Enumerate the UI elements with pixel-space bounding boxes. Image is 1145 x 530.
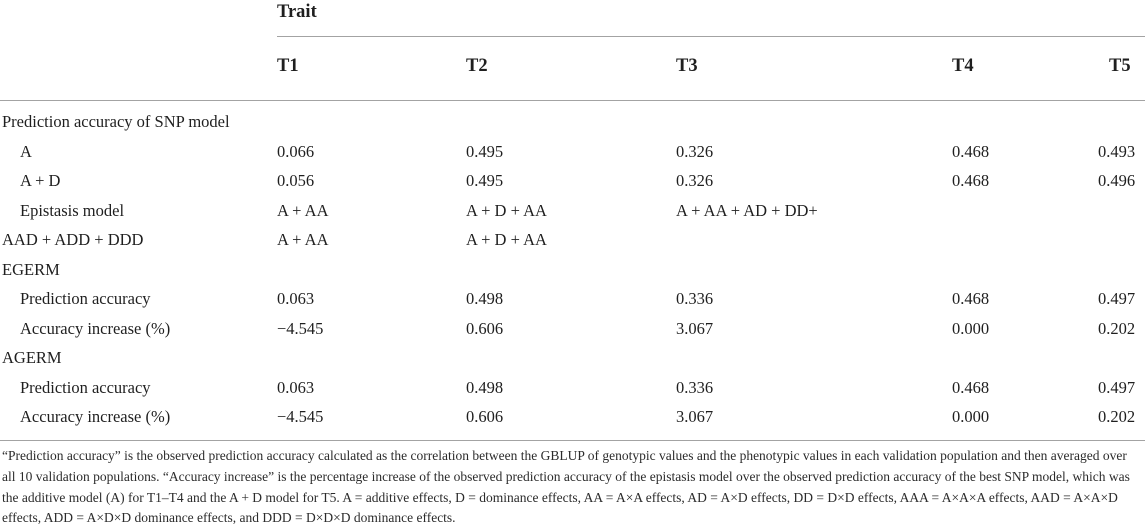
cell-t4: 0.468 — [952, 171, 990, 190]
cell-t5: 0.497 — [1098, 289, 1136, 308]
cell-t2: 0.495 — [466, 171, 504, 190]
row-label: Accuracy increase (%) — [20, 318, 171, 338]
cell-t1: −4.545 — [277, 407, 324, 426]
cell-t2: 0.606 — [466, 318, 504, 338]
table-row — [0, 225, 1145, 254]
column-header-t2: T2 — [466, 56, 488, 76]
table-bottom-rule — [0, 440, 1145, 441]
cell-t2: 0.498 — [466, 289, 504, 308]
section-row-snp-model — [0, 107, 1145, 136]
table-row — [0, 402, 1145, 431]
cell-t3: 0.336 — [676, 289, 714, 308]
cell-t5: 0.497 — [1098, 377, 1136, 397]
row-label: AAD + ADD + DDD — [2, 230, 144, 249]
column-header-t5: T5 — [1109, 56, 1131, 76]
cell-t4: 0.468 — [952, 141, 990, 161]
cell-t4: 0.000 — [952, 407, 990, 426]
table-header-rule — [0, 100, 1145, 101]
cell-t2: A + D + AA — [466, 200, 547, 220]
table-row — [0, 196, 1145, 225]
cell-t3: 3.067 — [676, 407, 714, 426]
table-row — [0, 314, 1145, 343]
cell-t1: −4.545 — [277, 318, 324, 338]
row-label: Prediction accuracy — [20, 289, 151, 308]
section-label: AGERM — [2, 348, 62, 367]
cell-t4: 0.468 — [952, 377, 990, 397]
cell-t1: A + AA — [277, 200, 329, 220]
column-header-row — [0, 52, 1145, 80]
cell-t1: 0.063 — [277, 377, 315, 397]
trait-group-header: Trait — [277, 2, 317, 22]
section-row-agerm — [0, 343, 1145, 372]
cell-t1: 0.063 — [277, 289, 315, 308]
cell-t4: 0.468 — [952, 289, 990, 308]
table-footnote: “Prediction accuracy” is the observed prediction accuracy calculated as the correlation between the GBLUP of genotypic values and the phenotypic values in each validation population and then averaged over all 10 validation populations. “Accuracy increase” is the percentage increase of the observed prediction accuracy of the epistasis model over the observed prediction accuracy of the best SNP model, which was the additive model (A) for T1–T4 and the A + D model for T5. A = additive effects, D = dominance effects, AA = A×A effects, AD = A×D effects, DD = D×D effects, AAA = A×A×A effects, AAD = A×A×D effects, ADD = A×D×D dominance effects, and DDD = D×D×D dominance effects. — [2, 448, 1130, 526]
row-label: A + D — [20, 171, 61, 190]
row-label: Epistasis model — [20, 200, 125, 220]
section-label: EGERM — [2, 259, 60, 279]
cell-t3: 3.067 — [676, 318, 714, 338]
cell-t5: 0.496 — [1098, 171, 1136, 190]
cell-t4: 0.000 — [952, 318, 990, 338]
table-row — [0, 137, 1145, 166]
cell-t5: 0.202 — [1098, 318, 1136, 338]
section-row-egerm — [0, 255, 1145, 284]
column-header-t1: T1 — [277, 56, 299, 76]
column-header-t3: T3 — [676, 56, 698, 76]
cell-t5: 0.493 — [1098, 141, 1136, 161]
table-row — [0, 284, 1145, 313]
cell-t2: 0.495 — [466, 141, 504, 161]
cell-t1: 0.066 — [277, 141, 315, 161]
row-label: A — [20, 141, 32, 161]
cell-t1: 0.056 — [277, 171, 315, 190]
cell-t1: A + AA — [277, 230, 329, 249]
cell-t3: 0.336 — [676, 377, 714, 397]
cell-t5: 0.202 — [1098, 407, 1136, 426]
trait-header-rule — [277, 36, 1145, 37]
cell-t3: 0.326 — [676, 141, 714, 161]
cell-t2: 0.498 — [466, 377, 504, 397]
cell-t2: A + D + AA — [466, 230, 547, 249]
column-header-t4: T4 — [952, 56, 974, 76]
table-row — [0, 166, 1145, 195]
row-label: Prediction accuracy — [20, 377, 151, 397]
cell-t2: 0.606 — [466, 407, 504, 426]
section-label: Prediction accuracy of SNP model — [2, 112, 230, 131]
cell-t3: A + AA + AD + DD+ — [676, 200, 818, 220]
row-label: Accuracy increase (%) — [20, 407, 171, 426]
table-row — [0, 373, 1145, 402]
cell-t3: 0.326 — [676, 171, 714, 190]
